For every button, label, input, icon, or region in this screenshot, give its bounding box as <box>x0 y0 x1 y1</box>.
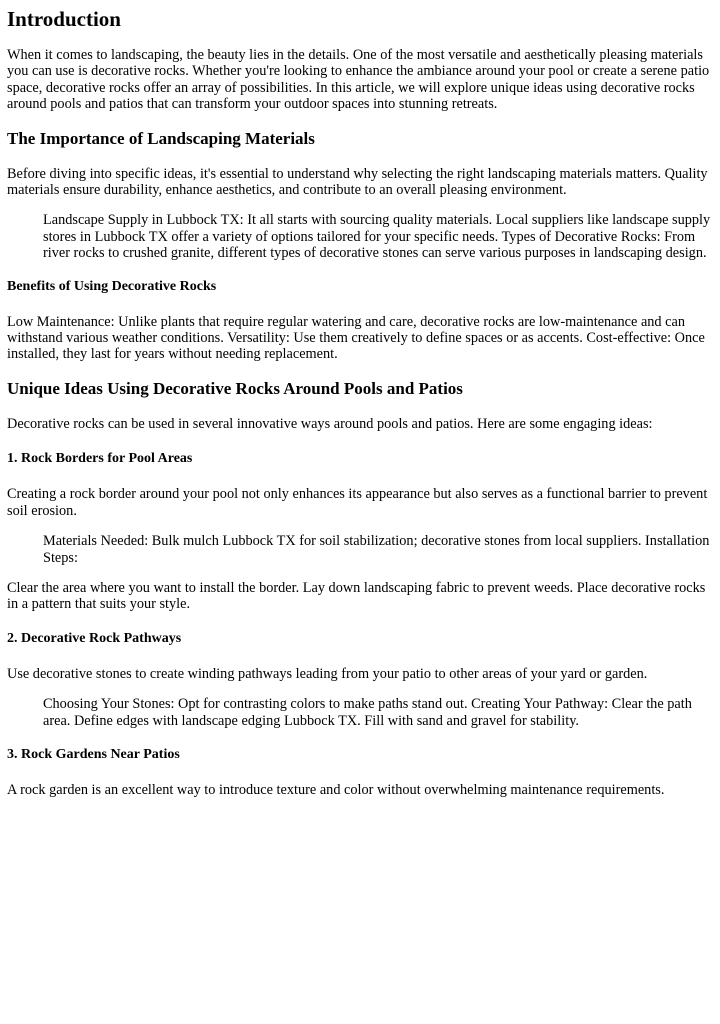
benefits-heading: Benefits of Using Decorative Rocks <box>7 278 217 294</box>
importance-blockquote: Landscape Supply in Lubbock TX: It all starts with sourcing quality materials. Local suppliers like landscape supply stores in Lubbock TX offer a variety of options tailored for your specific needs. Types of Decorative Rocks: From river rocks to crushed granite, different types of decorative stones can serve various purposes in landscaping design. <box>43 212 711 262</box>
rock-borders-steps: Clear the area where you want to install the border. Lay down landscaping fabric to prevent weeds. Place decorative rocks in a pattern that suits your style. <box>7 579 706 613</box>
importance-heading: The Importance of Landscaping Materials <box>7 128 315 148</box>
rock-borders-paragraph: Creating a rock border around your pool not only enhances its appearance but also serves as a functional barrier to prevent soil erosion. <box>7 486 708 519</box>
unique-ideas-paragraph: Decorative rocks can be used in several innovative ways around pools and patios. Here are some engaging ideas: <box>7 415 653 432</box>
rock-borders-heading: 1. Rock Borders for Pool Areas <box>7 451 193 467</box>
importance-paragraph: Before diving into specific ideas, it's essential to understand why selecting the right landscaping materials matters. Quality materials ensure durability, enhance aesthetics, and contribute to an overall pleasing environment. <box>7 165 708 199</box>
benefits-paragraph: Low Maintenance: Unlike plants that require regular watering and care, decorative rocks are low-maintenance and can withstand various weather conditions. Versatility: Use them creatively to define spaces or as accents. Cost-effective: Once installed, they last for years without needing replacement. <box>7 313 705 363</box>
intro-paragraph: When it comes to landscaping, the beauty lies in the details. One of the most versatile and aesthetically pleasing materials you can use is decorative rocks. Whether you're looking to enhance the ambiance around your pool or create a serene patio space, decorative rocks offer an array of possibilities. In this article, we will explore unique ideas using decorative rocks around pools and patios that can transform your outdoor spaces into stunning retreats. <box>7 47 710 113</box>
unique-ideas-heading: Unique Ideas Using Decorative Rocks Around Pools and Patios <box>7 378 463 398</box>
rock-pathways-blockquote: Choosing Your Stones: Opt for contrasting colors to make paths stand out. Creating Your Pathway: Clear the path area. Define edges with landscape edging Lubbock TX. Fill with sand and gravel for stability. <box>43 696 692 729</box>
rock-gardens-paragraph: A rock garden is an excellent way to introduce texture and color without overwhelming maintenance requirements. <box>7 781 665 798</box>
rock-borders-blockquote: Materials Needed: Bulk mulch Lubbock TX for soil stabilization; decorative stones from local suppliers. Installation Steps: <box>43 533 710 566</box>
article <box>0 7 720 798</box>
rock-pathways-heading: 2. Decorative Rock Pathways <box>7 630 182 646</box>
rock-pathways-paragraph: Use decorative stones to create winding pathways leading from your patio to other areas of your yard or garden. <box>7 665 648 682</box>
rock-gardens-heading: 3. Rock Gardens Near Patios <box>7 746 180 762</box>
intro-heading: Introduction <box>7 7 121 31</box>
